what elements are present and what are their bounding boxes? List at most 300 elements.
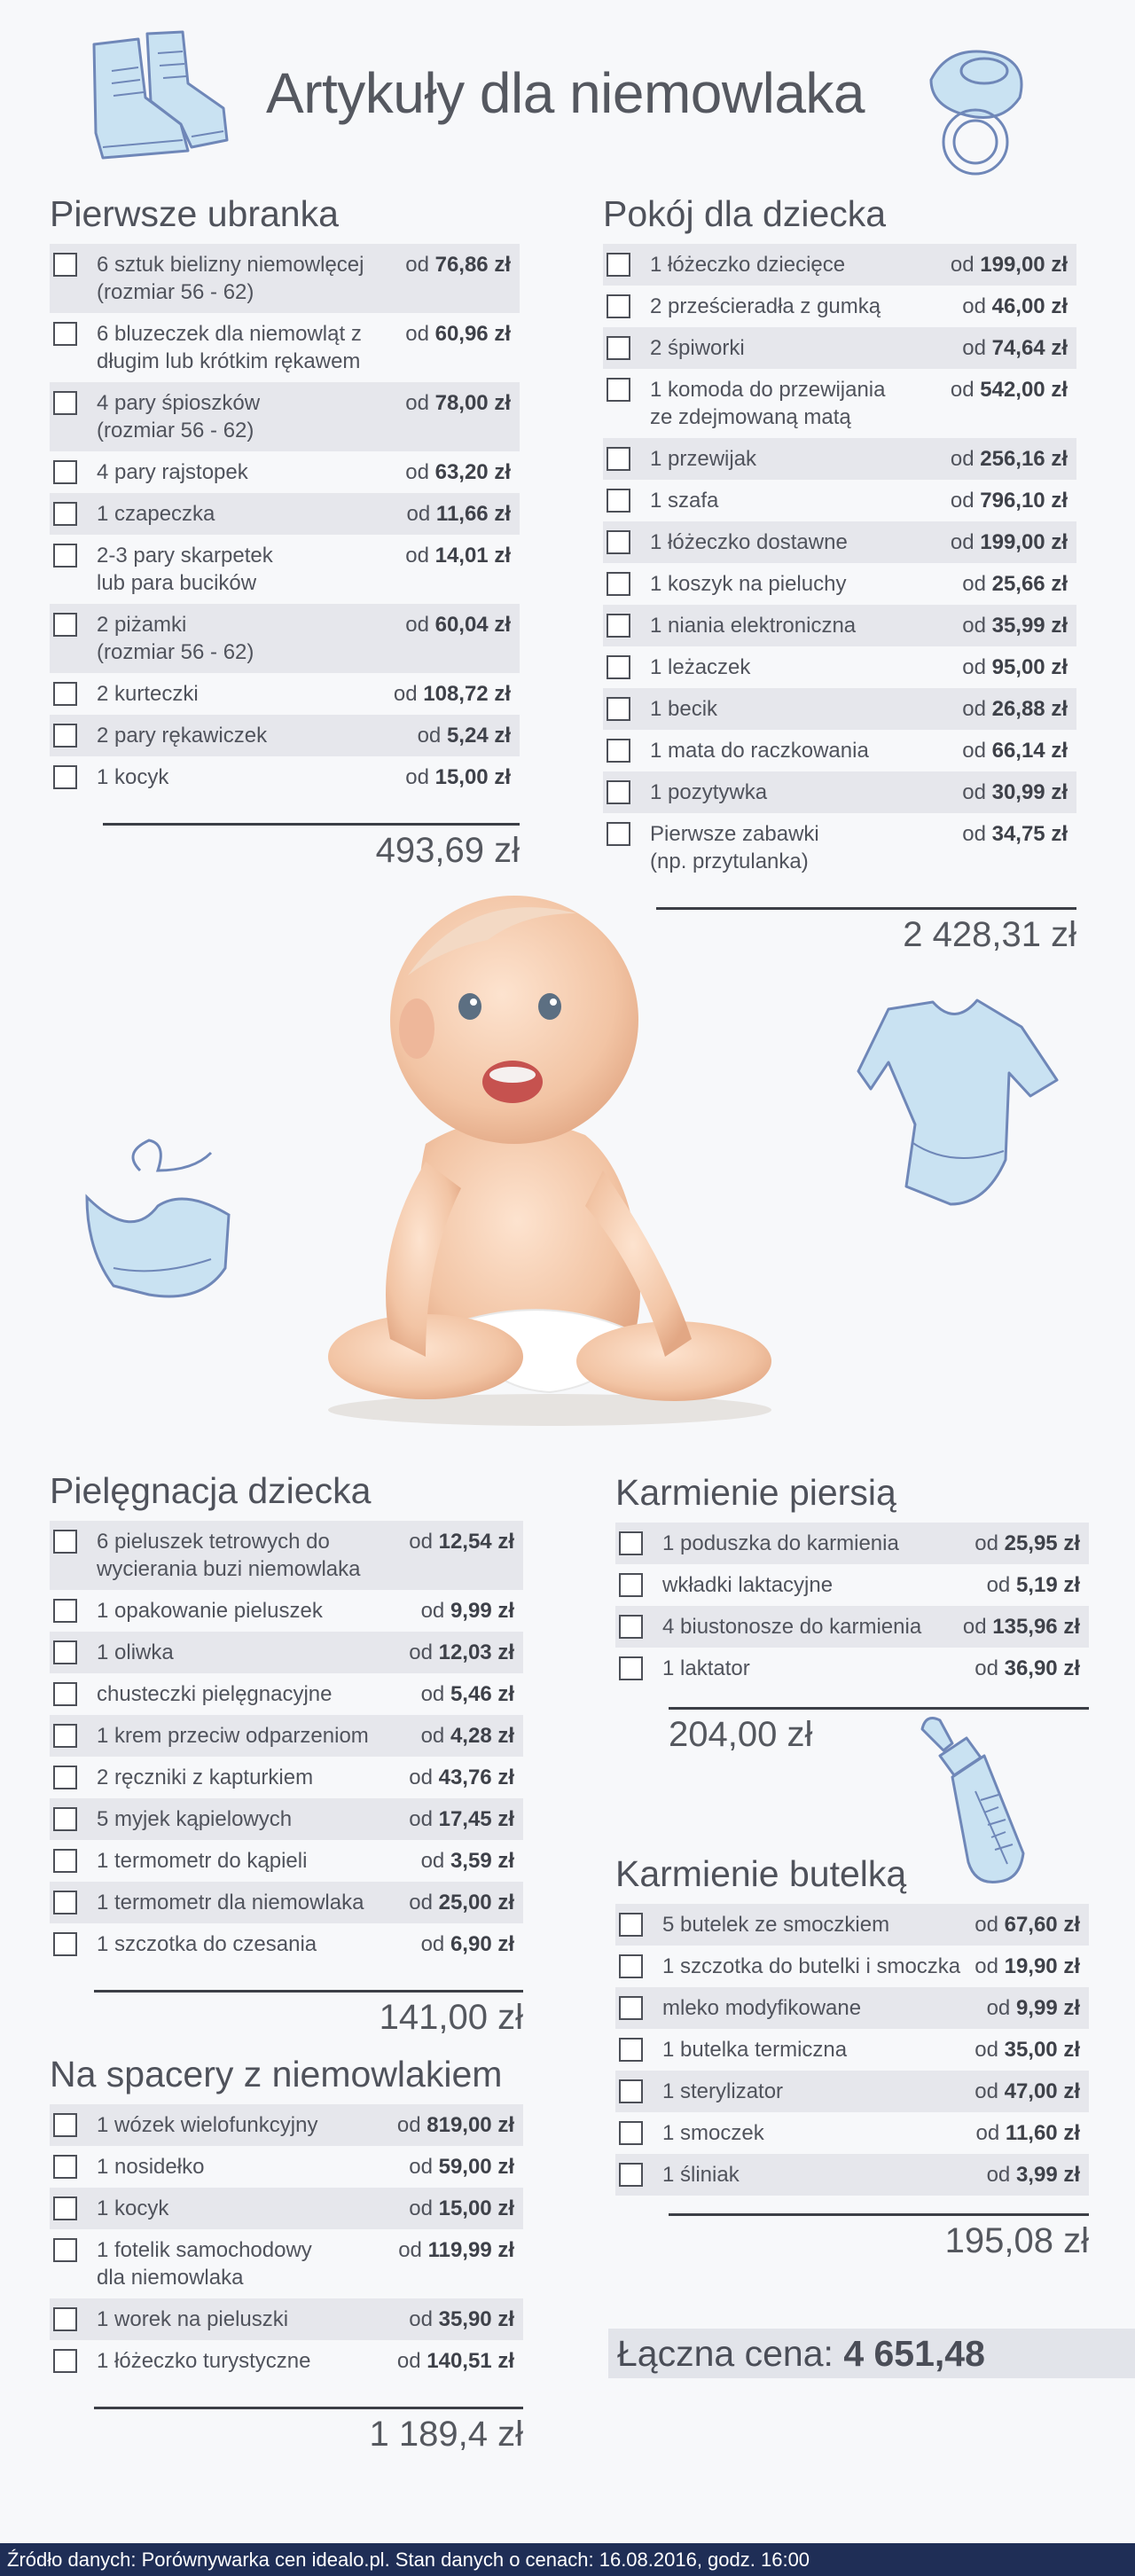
checkbox[interactable]: [619, 2121, 643, 2145]
item-name: 1 łóżeczko dostawne: [650, 530, 848, 554]
checkbox[interactable]: [53, 391, 77, 415]
price-prefix: od: [975, 1531, 998, 1555]
item-left: [50, 722, 267, 749]
item-list: [615, 1523, 1089, 1689]
checkbox[interactable]: [607, 697, 630, 721]
checkbox[interactable]: [53, 613, 77, 637]
price-value: 256,16 zł: [980, 447, 1068, 471]
item-price: [412, 1847, 514, 1875]
checkbox[interactable]: [53, 724, 77, 748]
list-item: [615, 2029, 1089, 2071]
item-price: [396, 542, 511, 569]
list-item: [50, 1521, 523, 1590]
item-price: [953, 820, 1068, 848]
item-left: [615, 1613, 921, 1640]
price-value: 43,76 zł: [438, 1766, 514, 1789]
price-prefix: od: [420, 1932, 445, 1956]
checkbox[interactable]: [607, 530, 630, 554]
price-value: 9,99 zł: [1015, 1996, 1080, 2020]
item-left: [603, 487, 718, 514]
list-item: [50, 1673, 523, 1715]
price-prefix: od: [962, 739, 986, 763]
page-title: Artykuły dla niemowlaka: [266, 61, 865, 125]
price-value: 140,51 zł: [427, 2349, 514, 2373]
item-name: 1 mata do raczkowania: [650, 739, 869, 763]
price-prefix: od: [962, 1615, 987, 1639]
onesie-icon: [853, 991, 1066, 1222]
checkbox[interactable]: [619, 1913, 643, 1937]
item-price: [953, 570, 1068, 598]
item-left: [615, 1530, 899, 1557]
price-value: 34,75 zł: [991, 822, 1068, 846]
item-name: 2 pary rękawiczek: [97, 724, 268, 748]
item-name: 1 niania elektroniczna: [650, 614, 857, 638]
checkbox[interactable]: [53, 1530, 77, 1554]
price-prefix: od: [405, 544, 429, 568]
checkbox[interactable]: [607, 253, 630, 277]
checkbox[interactable]: [53, 1849, 77, 1873]
price-value: 15,00 zł: [438, 2196, 514, 2220]
item-list: [603, 244, 1076, 882]
price-prefix: od: [950, 489, 975, 513]
item-left: [50, 763, 168, 791]
item-left: [50, 1889, 364, 1916]
list-item: [50, 2229, 523, 2298]
item-left: [50, 1528, 360, 1583]
price-value: 35,99 zł: [991, 614, 1068, 638]
price-prefix: od: [420, 1849, 445, 1873]
item-name: 1 szczotka do czesania: [97, 1932, 317, 1956]
item-name: 5 butelek ze smoczkiem: [662, 1913, 890, 1937]
item-name: 1 czapeczka: [97, 502, 215, 526]
list-item: [615, 1987, 1089, 2029]
item-left: [50, 2153, 204, 2181]
price-value: 11,66 zł: [435, 502, 511, 526]
bib-icon: [78, 1135, 247, 1321]
list-item: [50, 1923, 523, 1965]
section-ubranka: [50, 193, 520, 871]
item-left: [615, 1911, 889, 1938]
price-value: 135,96 zł: [992, 1615, 1080, 1639]
checkbox[interactable]: [53, 1932, 77, 1956]
checkbox[interactable]: [53, 322, 77, 346]
price-prefix: od: [962, 572, 986, 596]
price-value: 5,19 zł: [1015, 1573, 1080, 1597]
checkbox[interactable]: [607, 614, 630, 638]
item-left: [615, 2161, 740, 2188]
price-value: 63,20 zł: [434, 460, 511, 484]
item-name: 6 sztuk bielizny niemowlęcej (rozmiar 56 - 62): [97, 253, 364, 304]
item-left: [50, 251, 364, 306]
item-name: 1 kocyk: [97, 765, 169, 789]
item-left: [50, 2347, 310, 2375]
price-value: 35,90 zł: [438, 2307, 514, 2331]
checkbox[interactable]: [607, 294, 630, 318]
item-price: [412, 1930, 514, 1958]
price-value: 25,95 zł: [1004, 1531, 1080, 1555]
grand-total-label: Łączna cena:: [617, 2333, 834, 2374]
item-price: [953, 654, 1068, 681]
price-prefix: od: [405, 460, 429, 484]
price-value: 199,00 zł: [980, 253, 1068, 277]
item-price: [396, 611, 511, 638]
list-item: [50, 756, 520, 798]
item-price: [966, 1953, 1080, 1980]
checkbox[interactable]: [607, 655, 630, 679]
price-value: 46,00 zł: [991, 294, 1068, 318]
list-item: [50, 1590, 523, 1632]
list-item: [50, 1840, 523, 1882]
item-price: [385, 680, 511, 708]
item-name: 4 pary śpioszków (rozmiar 56 - 62): [97, 391, 261, 442]
list-item: [603, 813, 1076, 882]
item-left: [50, 500, 215, 528]
price-prefix: od: [420, 1599, 445, 1623]
list-item: [50, 2298, 523, 2340]
item-left: [603, 445, 756, 473]
item-price: [953, 779, 1068, 806]
price-prefix: od: [409, 1530, 433, 1554]
section-total: 1 189,4 zł: [369, 2415, 523, 2454]
item-price: [942, 487, 1068, 514]
checkbox[interactable]: [53, 1640, 77, 1664]
item-name: 1 śliniak: [662, 2163, 740, 2187]
item-name: 2 śpiworki: [650, 336, 745, 360]
price-value: 25,00 zł: [438, 1891, 514, 1914]
list-item: [50, 1632, 523, 1673]
section-total: 195,08 zł: [944, 2221, 1089, 2260]
item-price: [400, 2306, 514, 2333]
checkbox[interactable]: [607, 780, 630, 804]
list-item: [603, 730, 1076, 771]
checkbox[interactable]: [53, 460, 77, 484]
item-name: 1 opakowanie pieluszek: [97, 1599, 323, 1623]
item-price: [978, 1571, 1080, 1599]
divider: [103, 823, 520, 826]
checkbox[interactable]: [53, 1766, 77, 1789]
item-left: [603, 820, 819, 875]
item-name: 1 worek na pieluszki: [97, 2307, 289, 2331]
checkbox[interactable]: [607, 489, 630, 513]
item-name: 1 kocyk: [97, 2196, 169, 2220]
checkbox[interactable]: [619, 1656, 643, 1680]
checkbox[interactable]: [53, 1724, 77, 1748]
item-price: [942, 251, 1068, 278]
checkbox[interactable]: [53, 544, 77, 568]
price-value: 14,01 zł: [434, 544, 511, 568]
list-item: [50, 2340, 523, 2382]
item-name: 1 szczotka do butelki i smoczka: [662, 1954, 961, 1978]
item-left: [50, 1597, 323, 1625]
checkbox[interactable]: [607, 378, 630, 402]
list-item: [50, 2146, 523, 2188]
item-price: [400, 1764, 514, 1791]
list-item: [615, 2071, 1089, 2112]
price-value: 108,72 zł: [423, 682, 511, 706]
item-price: [396, 458, 511, 486]
list-item: [50, 715, 520, 756]
section-title: Pierwsze ubranka: [50, 193, 339, 234]
list-item: [615, 2154, 1089, 2196]
price-value: 11,60 zł: [1005, 2121, 1080, 2145]
item-name: 5 myjek kąpielowych: [97, 1807, 293, 1831]
item-name: 2 prześcieradła z gumką: [650, 294, 881, 318]
item-left: [50, 2111, 317, 2139]
price-prefix: od: [398, 2238, 422, 2262]
list-item: [50, 604, 520, 673]
item-name: 1 fotelik samochodowy dla niemowlaka: [97, 2238, 312, 2290]
source-footer: Źródło danych: Porównywarka cen idealo.pl. Stan danych o cenach: 16.08.2016, godz. 16:00: [0, 2543, 1135, 2576]
price-value: 66,14 zł: [991, 739, 1068, 763]
item-name: Pierwsze zabawki (np. przytulanka): [650, 822, 819, 873]
list-item: [615, 1946, 1089, 1987]
item-price: [953, 334, 1068, 362]
item-price: [396, 320, 511, 348]
checkbox[interactable]: [619, 1615, 643, 1639]
checkbox[interactable]: [53, 502, 77, 526]
checkbox[interactable]: [53, 2349, 77, 2373]
section-total: 141,00 zł: [379, 1998, 523, 2037]
checkbox[interactable]: [53, 765, 77, 789]
price-prefix: od: [406, 502, 431, 526]
item-name: 2 ręczniki z kapturkiem: [97, 1766, 314, 1789]
item-name: 1 leżaczek: [650, 655, 751, 679]
price-value: 819,00 zł: [427, 2113, 514, 2137]
list-item: [50, 313, 520, 382]
item-name: 1 krem przeciw odparzeniom: [97, 1724, 369, 1748]
checkbox[interactable]: [619, 2163, 643, 2187]
price-prefix: od: [405, 253, 429, 277]
price-prefix: od: [405, 322, 429, 346]
checkbox[interactable]: [607, 572, 630, 596]
price-value: 74,64 zł: [991, 336, 1068, 360]
item-price: [942, 529, 1068, 556]
list-item: [603, 286, 1076, 327]
checkbox[interactable]: [619, 1954, 643, 1978]
item-list: [50, 244, 520, 798]
divider: [94, 2407, 523, 2409]
item-price: [388, 2111, 514, 2139]
item-name: 1 łóżeczko turystyczne: [97, 2349, 311, 2373]
item-name: chusteczki pielęgnacyjne: [97, 1682, 333, 1706]
list-item: [615, 1648, 1089, 1689]
section-spacery: [50, 2054, 523, 2455]
list-item: [615, 1564, 1089, 1606]
list-item: [50, 1757, 523, 1798]
price-prefix: od: [975, 2121, 1000, 2145]
list-item: [603, 369, 1076, 438]
list-item: [603, 244, 1076, 286]
item-name: 1 łóżeczko dziecięce: [650, 253, 846, 277]
price-prefix: od: [962, 294, 986, 318]
price-prefix: od: [950, 530, 975, 554]
price-value: 9,99 zł: [450, 1599, 514, 1623]
item-left: [603, 251, 845, 278]
price-value: 78,00 zł: [434, 391, 511, 415]
price-prefix: od: [950, 253, 975, 277]
list-item: [50, 244, 520, 313]
price-prefix: od: [962, 697, 986, 721]
price-value: 6,90 zł: [450, 1932, 514, 1956]
item-left: [615, 2119, 764, 2147]
section-title: Na spacery z niemowlakiem: [50, 2054, 503, 2094]
price-prefix: od: [405, 765, 429, 789]
section-title: Pokój dla dziecka: [603, 193, 887, 234]
price-value: 59,00 zł: [438, 2155, 514, 2179]
item-price: [400, 2153, 514, 2181]
list-item: [615, 1904, 1089, 1946]
item-price: [978, 1994, 1080, 2022]
item-price: [389, 2236, 514, 2264]
item-left: [603, 293, 881, 320]
item-left: [603, 695, 717, 723]
item-name: 1 laktator: [662, 1656, 750, 1680]
checkbox[interactable]: [53, 1682, 77, 1706]
price-prefix: od: [420, 1724, 445, 1748]
price-prefix: od: [962, 780, 986, 804]
checkbox[interactable]: [53, 1599, 77, 1623]
checkbox[interactable]: [619, 1996, 643, 2020]
checkbox[interactable]: [53, 2196, 77, 2220]
list-item: [50, 535, 520, 604]
price-prefix: od: [950, 378, 975, 402]
checkbox[interactable]: [53, 2307, 77, 2331]
item-left: [50, 1639, 174, 1666]
checkbox[interactable]: [619, 2079, 643, 2103]
item-left: [50, 1680, 333, 1708]
checkbox[interactable]: [53, 2155, 77, 2179]
price-value: 60,04 zł: [434, 613, 511, 637]
item-name: 1 wózek wielofunkcyjny: [97, 2113, 318, 2137]
checkbox[interactable]: [607, 336, 630, 360]
item-name: 1 szafa: [650, 489, 719, 513]
divider: [656, 907, 1076, 910]
checkbox[interactable]: [53, 1891, 77, 1914]
section-pielegnacja: [50, 1470, 523, 2038]
item-price: [400, 1639, 514, 1666]
item-price: [966, 2078, 1080, 2105]
item-name: 6 pieluszek tetrowych do wycierania buzi niemowlaka: [97, 1530, 361, 1581]
item-name: 6 bluzeczek dla niemowląt z długim lub krótkim rękawem: [97, 322, 362, 373]
price-prefix: od: [975, 1913, 998, 1937]
price-prefix: od: [417, 724, 442, 748]
list-item: [603, 563, 1076, 605]
price-prefix: od: [950, 447, 975, 471]
item-price: [400, 1805, 514, 1833]
section-total: 2 428,31 zł: [903, 915, 1076, 954]
checkbox[interactable]: [53, 253, 77, 277]
section-total: 493,69 zł: [375, 831, 520, 870]
checkbox[interactable]: [53, 1807, 77, 1831]
list-item: [50, 2104, 523, 2146]
item-name: 1 butelka termiczna: [662, 2038, 848, 2062]
item-name: 1 pozytywka: [650, 780, 768, 804]
price-prefix: od: [409, 2307, 433, 2331]
item-left: [603, 570, 846, 598]
item-name: 4 biustonosze do karmienia: [662, 1615, 922, 1639]
item-price: [978, 2161, 1080, 2188]
section-piersia: [615, 1472, 1089, 1755]
price-value: 67,60 zł: [1004, 1913, 1080, 1937]
price-value: 542,00 zł: [980, 378, 1068, 402]
item-price: [396, 763, 511, 791]
item-name: 1 przewijak: [650, 447, 757, 471]
list-item: [603, 605, 1076, 646]
item-left: [50, 1722, 369, 1750]
checkbox[interactable]: [619, 1531, 643, 1555]
item-left: [50, 1805, 292, 1833]
item-left: [50, 320, 362, 375]
checkbox[interactable]: [53, 682, 77, 706]
checkbox[interactable]: [607, 447, 630, 471]
price-prefix: od: [986, 2163, 1011, 2187]
item-price: [396, 389, 511, 417]
list-item: [603, 438, 1076, 480]
price-prefix: od: [393, 682, 418, 706]
checkbox[interactable]: [619, 2038, 643, 2062]
price-prefix: od: [962, 336, 986, 360]
price-prefix: od: [975, 1656, 998, 1680]
price-value: 12,03 zł: [438, 1640, 514, 1664]
item-left: [50, 1764, 313, 1791]
item-left: [50, 2195, 168, 2222]
item-price: [400, 2195, 514, 2222]
item-price: [966, 2036, 1080, 2063]
item-price: [400, 1528, 514, 1555]
item-left: [50, 542, 273, 597]
price-prefix: od: [962, 614, 986, 638]
item-price: [412, 1680, 514, 1708]
section-title: Karmienie piersią: [615, 1472, 896, 1513]
price-prefix: od: [409, 2196, 433, 2220]
grand-total-value: 4 651,48: [843, 2333, 985, 2374]
item-price: [966, 1655, 1080, 1682]
item-left: [615, 2078, 783, 2105]
item-left: [603, 376, 886, 431]
checkbox[interactable]: [53, 2238, 77, 2262]
price-prefix: od: [405, 613, 429, 637]
list-item: [50, 673, 520, 715]
list-item: [603, 480, 1076, 521]
section-total: 204,00 zł: [669, 1715, 813, 1754]
section-title: Pielęgnacja dziecka: [50, 1470, 372, 1511]
item-name: 1 sterylizator: [662, 2079, 784, 2103]
item-name: mleko modyfikowane: [662, 1996, 862, 2020]
checkbox[interactable]: [619, 1573, 643, 1597]
item-left: [603, 612, 856, 639]
price-prefix: od: [986, 1573, 1011, 1597]
item-price: [954, 1613, 1080, 1640]
item-price: [400, 1889, 514, 1916]
price-prefix: od: [396, 2113, 421, 2137]
item-left: [50, 458, 248, 486]
checkbox[interactable]: [607, 739, 630, 763]
price-prefix: od: [409, 1640, 433, 1664]
item-price: [953, 612, 1068, 639]
item-price: [396, 251, 511, 278]
item-price: [412, 1722, 514, 1750]
checkbox[interactable]: [53, 2113, 77, 2137]
price-value: 15,00 zł: [434, 765, 511, 789]
divider: [669, 1707, 1089, 1710]
item-left: [603, 654, 750, 681]
list-item: [603, 327, 1076, 369]
item-name: wkładki laktacyjne: [662, 1573, 834, 1597]
item-left: [50, 1930, 317, 1958]
item-list: [615, 1904, 1089, 2196]
item-price: [412, 1597, 514, 1625]
checkbox[interactable]: [607, 822, 630, 846]
